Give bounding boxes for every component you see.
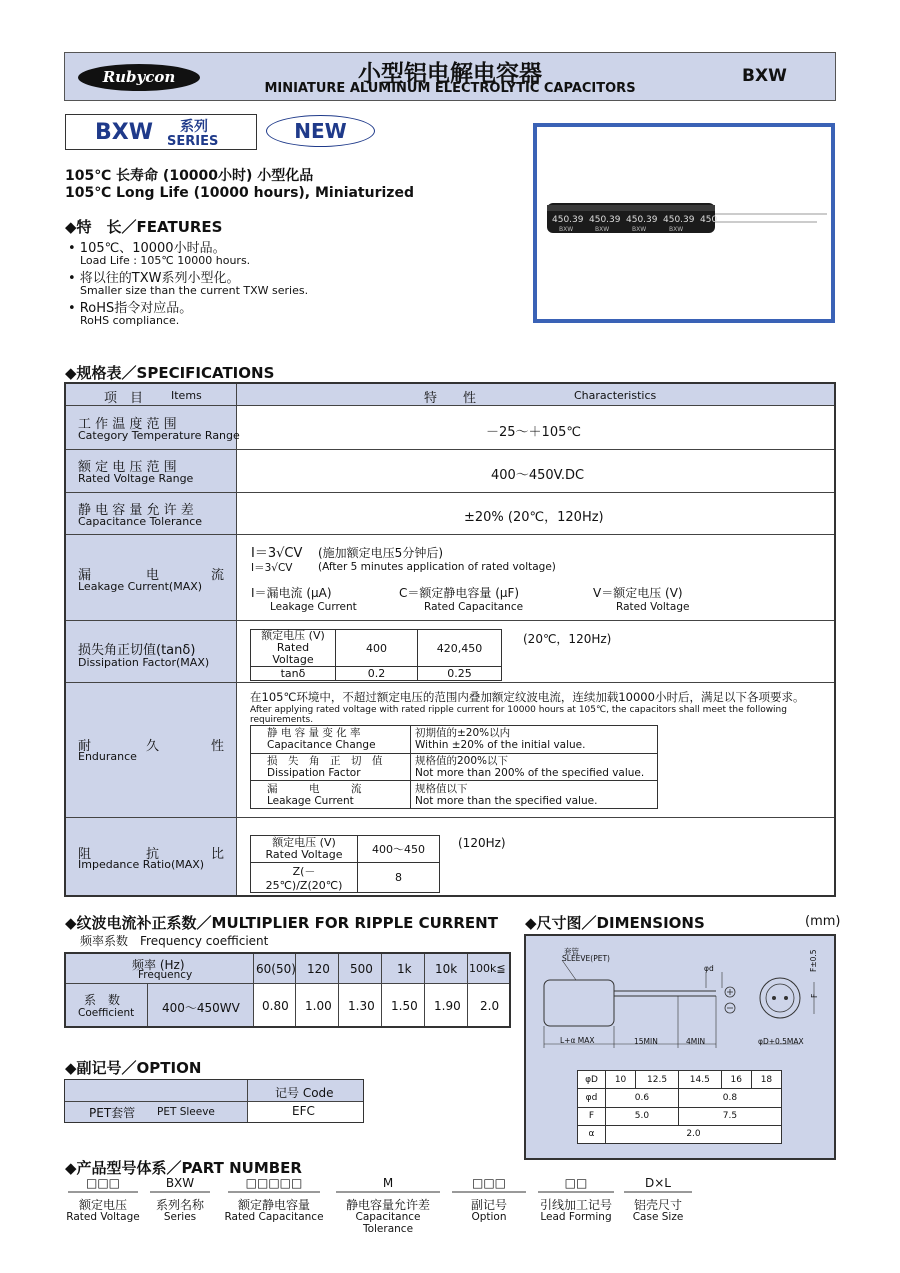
imp-h-cn: 额定电压 (V) (272, 836, 336, 849)
imp-cn-1: 阻 (78, 847, 92, 862)
dim-f-label: F (578, 1107, 606, 1125)
option-row-code: EFC (292, 1104, 315, 1118)
svg-text:450.39: 450.39 (626, 215, 658, 225)
imp-table (250, 835, 440, 893)
ripple-freq-4: 10k (435, 962, 458, 976)
option-title: ◆副记号／OPTION (65, 1059, 202, 1077)
df-v1: 400 (336, 630, 418, 667)
features-title: ◆特 长／FEATURES (65, 218, 223, 236)
end-item-1-val-cn: 初期值的±20%以内 (415, 727, 511, 740)
pn-cn-6: 铝壳尺寸 (633, 1198, 682, 1212)
leak-v-cn: V＝额定电压 (V) (593, 586, 683, 600)
df-table (250, 629, 502, 681)
title-english: MINIATURE ALUMINUM ELECTROLYTIC CAPACITORS (264, 81, 636, 96)
option-table (64, 1079, 364, 1123)
df-v2: 420,450 (418, 630, 502, 667)
leak-formula1-note: (施加额定电压5分钟后) (318, 546, 443, 560)
feature-2-cn: • 将以往的TXW系列小型化。 (68, 271, 240, 286)
end-item-3-cn: 漏 电 流 (267, 782, 362, 795)
leak-i-cn: I＝漏电流 (μA) (251, 586, 332, 600)
new-badge: NEW (266, 115, 375, 147)
temp-en: Category Temperature Range (78, 429, 240, 442)
pn-cn-0: 额定电压 (78, 1198, 127, 1212)
ripple-freq-0: 60(50) (256, 962, 296, 976)
feature-1-cn: • 105℃、10000小时品。 (68, 241, 226, 256)
end-item-1-en: Capacitance Change (267, 739, 376, 752)
df-h1-cn: 额定电压 (V) (261, 629, 325, 642)
pn-cn-4: 副记号 (470, 1198, 507, 1212)
dim-alpha-1: 2.0 (606, 1125, 782, 1143)
temp-value: －25～＋105℃ (486, 425, 581, 440)
df-cn: 损失角正切值(tanδ) (78, 643, 196, 658)
ripple-freq-1: 120 (307, 962, 330, 976)
imp-h-en: Rated Voltage (265, 848, 343, 861)
end-item-2-val-cn: 规格值的200%以下 (415, 754, 509, 767)
feature-1-en: Load Life : 105℃ 10000 hours. (80, 254, 251, 267)
pn-en-6: Case Size (632, 1211, 684, 1223)
imp-en: Impedance Ratio(MAX) (78, 858, 205, 871)
dim-f-1: 5.0 (606, 1107, 679, 1125)
pn-cn-2: 额定静电容量 (237, 1198, 310, 1212)
ripple-freq-cn: 频率 (Hz) (132, 958, 185, 972)
head-char-en: Characteristics (574, 389, 657, 402)
dim-h-3: 14.5 (678, 1071, 721, 1089)
part-underlines (60, 1191, 700, 1194)
option-row-cn: PET套管 (89, 1106, 136, 1120)
capacitor-image (537, 127, 831, 319)
imp-cond: (120Hz) (458, 836, 506, 850)
headline-cn: 105℃ 长寿命 (10000小时) 小型化品 (65, 168, 314, 184)
volt-cn: 额 定 电 压 范 围 (78, 460, 177, 475)
dimensions-unit: (mm) (805, 914, 841, 929)
head-items-cn: 项 目 (104, 391, 144, 406)
ripple-val-1: 1.00 (305, 999, 332, 1013)
ripple-freq-3: 1k (397, 962, 412, 976)
end-cn-2: 久 (146, 739, 160, 754)
dim-phid-2: 0.8 (678, 1089, 781, 1107)
pn-top-6: D×L (645, 1176, 671, 1190)
leak-c-en: Rated Capacitance (424, 601, 524, 613)
pn-top-0: □□□ (85, 1176, 120, 1190)
df-t2: 0.25 (418, 667, 502, 681)
svg-text:BXW: BXW (632, 226, 647, 233)
pn-en-2: Rated Capacitance (224, 1211, 324, 1223)
svg-text:450.39: 450.39 (552, 215, 584, 225)
ripple-table (64, 952, 511, 1028)
ripple-val-4: 1.90 (434, 999, 461, 1013)
leak-formula2: I＝3√CV (251, 562, 293, 574)
series-code: BXW (742, 66, 787, 86)
leak-v-en: Rated Voltage (616, 601, 690, 613)
ripple-val-3: 1.50 (391, 999, 418, 1013)
pn-cn-3: 静电容量允许差 (345, 1198, 430, 1212)
pn-en-1: Series (163, 1211, 197, 1223)
leak-formula2-note: (After 5 minutes application of rated voltage) (318, 561, 556, 573)
leak-c-cn: C＝额定静电容量 (μF) (399, 586, 520, 600)
dim-table (577, 1070, 782, 1144)
dim-alpha-label: α (578, 1125, 606, 1143)
volt-en: Rated Voltage Range (78, 472, 194, 485)
ripple-freq-5: 100k≦ (469, 962, 506, 975)
feature-2-en: Smaller size than the current TXW series. (80, 284, 309, 297)
headline-en: 105℃ Long Life (10000 hours), Miniaturized (65, 185, 414, 201)
end-item-3-val-cn: 规格值以下 (415, 782, 468, 795)
tol-value: ±20% (20℃，120Hz) (464, 510, 604, 525)
dim-h-4: 16 (721, 1071, 751, 1089)
dimensions-panel (524, 934, 836, 1160)
ripple-val-2: 1.30 (348, 999, 375, 1013)
pn-top-4: □□□ (471, 1176, 506, 1190)
svg-text:450: 450 (700, 215, 718, 225)
imp-cn-2: 抗 (146, 847, 160, 862)
end-item-1-val-en: Within ±20% of the initial value. (415, 739, 586, 752)
dim-len: L+α MAX (560, 1036, 595, 1045)
ripple-subtitle: 频率系数 Frequency coefficient (80, 934, 269, 948)
product-photo (533, 123, 835, 323)
spec-title: ◆规格表／SPECIFICATIONS (65, 364, 275, 382)
end-cn-3: 性 (211, 739, 225, 754)
pn-top-1: BXW (165, 1176, 195, 1190)
pn-top-3: M (382, 1176, 394, 1190)
pn-en-5: Lead Forming (540, 1211, 612, 1223)
series-label-en: SERIES (167, 134, 219, 149)
pn-cn-5: 引线加工记号 (539, 1198, 612, 1212)
df-tan-label: tanδ (251, 667, 336, 681)
df-cond: (20℃，120Hz) (523, 632, 612, 646)
svg-text:BXW: BXW (669, 226, 684, 233)
volt-value: 400～450V.DC (491, 468, 585, 483)
ripple-val-5: 2.0 (480, 999, 500, 1013)
end-cn-1: 耐 (78, 739, 92, 754)
temp-cn: 工 作 温 度 范 围 (78, 417, 177, 432)
imp-z-label: Z(－25℃)/Z(20℃) (251, 863, 358, 893)
dim-phid-1: 0.6 (606, 1089, 679, 1107)
part-title: ◆产品型号体系／PART NUMBER (65, 1159, 302, 1177)
option-row-en: PET Sleeve (157, 1106, 215, 1118)
tol-cn: 静 电 容 量 允 许 差 (78, 503, 194, 518)
dim-lead-len: 15MIN (634, 1037, 658, 1046)
end-en: Endurance (78, 750, 137, 763)
end-item-2-val-en: Not more than 200% of the specified value. (415, 766, 645, 779)
feature-3-en: RoHS compliance. (80, 314, 180, 327)
series-label-cn: 系列 (180, 119, 208, 135)
dim-f-side: F (810, 993, 819, 998)
head-items-en: Items (171, 389, 202, 402)
pn-en-4: Option (471, 1211, 507, 1223)
imp-z: 8 (358, 863, 440, 893)
end-item-2-cn: 损 失 角 正 切 值 (267, 754, 383, 767)
imp-cn-3: 比 (211, 847, 225, 862)
df-en: Dissipation Factor(MAX) (78, 656, 210, 669)
dim-h-0: φD (578, 1071, 606, 1089)
title-chinese: 小型铝电解电容器 (358, 61, 542, 87)
dim-f-tol: F±0.5 (809, 949, 818, 972)
dim-h-2: 12.5 (636, 1071, 679, 1089)
leak-i-en: Leakage Current (270, 601, 357, 613)
leak-cn-1: 漏 (78, 568, 92, 583)
pn-cn-1: 系列名称 (155, 1198, 204, 1212)
option-code-header: 记号 Code (275, 1086, 334, 1100)
dim-sleeve-cn: 套管 (564, 947, 579, 956)
svg-text:450.39: 450.39 (663, 215, 695, 225)
dim-dia: φD+0.5MAX (758, 1037, 804, 1046)
imp-v: 400～450 (358, 836, 440, 863)
dim-phid-label: φd (578, 1089, 606, 1107)
ripple-coef-en: Coefficient (78, 1007, 135, 1019)
end-table (250, 725, 658, 809)
feature-3-cn: • RoHS指令对应品。 (68, 301, 193, 316)
svg-text:BXW: BXW (595, 226, 610, 233)
dim-h-1: 10 (606, 1071, 636, 1089)
leak-cn-2: 电 (146, 568, 160, 583)
ripple-freq-2: 500 (350, 962, 373, 976)
ripple-coef-cn: 系 数 (84, 993, 121, 1007)
pn-top-5: □□ (564, 1176, 588, 1190)
end-item-3-val-en: Not more than the specified value. (415, 794, 598, 807)
head-char-cn: 特 性 (424, 391, 477, 406)
ripple-freq-en: Frequency (138, 969, 193, 981)
leak-cn-3: 流 (211, 568, 225, 583)
dim-h-5: 18 (751, 1071, 781, 1089)
dim-sleeve-en: SLEEVE(PET) (562, 954, 610, 963)
leak-en: Leakage Current(MAX) (78, 580, 203, 593)
ripple-title: ◆纹波电流补正系数／MULTIPLIER FOR RIPPLE CURRENT (65, 914, 498, 932)
dim-f-2: 7.5 (678, 1107, 781, 1125)
series-box (65, 114, 257, 150)
spec-table (64, 382, 836, 897)
ripple-range: 400～450WV (162, 1001, 240, 1015)
end-item-2-en: Dissipation Factor (267, 766, 361, 779)
pn-en-3: Capacitance Tolerance (355, 1211, 421, 1235)
dimensions-title: ◆尺寸图／DIMENSIONS (525, 914, 705, 932)
svg-text:450.39: 450.39 (589, 215, 621, 225)
df-h1-en: Rated Voltage (272, 641, 314, 666)
tol-en: Capacitance Tolerance (78, 515, 203, 528)
pn-en-0: Rated Voltage (66, 1211, 140, 1223)
dim-phi-d: φd (704, 964, 714, 973)
end-item-3-en: Leakage Current (267, 794, 354, 807)
end-desc-cn: 在105℃环境中，不超过额定电压的范围内叠加额定纹波电流，连续加载10000小时后，满足以下各项要求。 (250, 690, 805, 704)
end-desc-en: After applying rated voltage with rated ripple current for 10000 hours at 105℃, the capacitors shall meet the following requirements. (250, 705, 787, 725)
df-t1: 0.2 (336, 667, 418, 681)
brand-logo: Rubycon (78, 64, 200, 91)
dim-lead-len2: 4MIN (686, 1037, 706, 1046)
svg-text:BXW: BXW (559, 226, 574, 233)
pn-top-2: □□□□□ (245, 1176, 303, 1190)
leak-formula1: I＝3√CV (251, 546, 303, 561)
ripple-val-0: 0.80 (262, 999, 289, 1013)
end-item-1-cn: 静 电 容 量 变 化 率 (267, 727, 361, 740)
series-name: BXW (95, 120, 153, 145)
